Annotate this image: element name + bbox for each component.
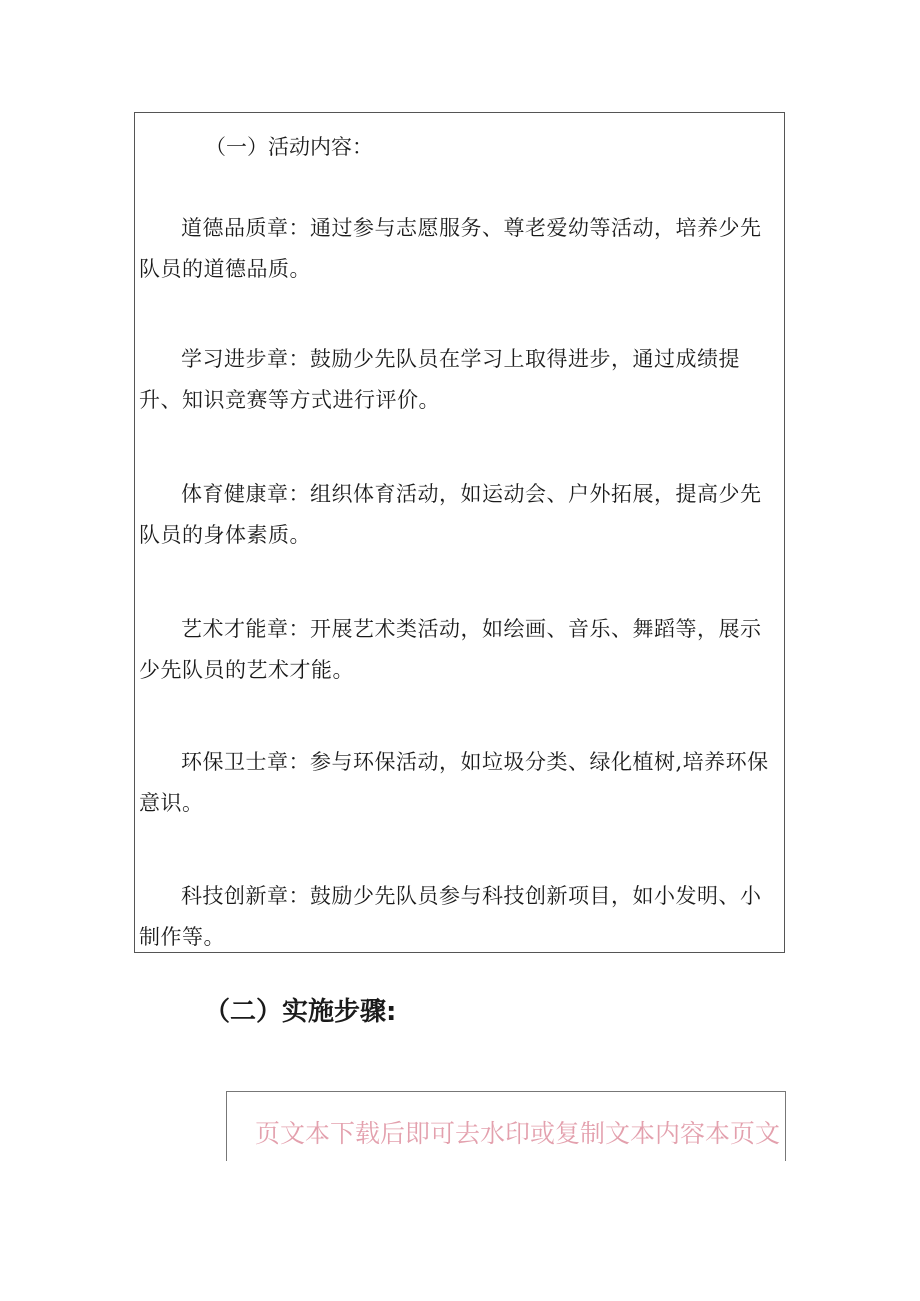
paragraph-moral-badge: 道德品质章：通过参与志愿服务、尊老爱幼等活动，培养少先队员的道德品质。 xyxy=(139,216,762,281)
watermark-text: 页文本下载后即可去水印或复制文本内容本页文 xyxy=(255,1119,781,1148)
activity-content-box xyxy=(134,112,785,953)
paragraph-study-badge: 学习进步章：鼓励少先队员在学习上取得进步，通过成绩提升、知识竞赛等方式进行评价。 xyxy=(139,347,740,412)
paragraph-sports-badge: 体育健康章：组织体育活动，如运动会、户外拓展，提高少先队员的身体素质。 xyxy=(139,482,762,547)
watermark-box xyxy=(226,1091,786,1161)
paragraph-tech-badge: 科技创新章：鼓励少先队员参与科技创新项目，如小发明、小制作等。 xyxy=(139,884,762,949)
paragraph-art-badge: 艺术才能章：开展艺术类活动，如绘画、音乐、舞蹈等，展示少先队员的艺术才能。 xyxy=(139,617,762,682)
section-heading-activity-content: （一）活动内容： xyxy=(205,135,373,159)
paragraph-environment-badge: 环保卫士章：参与环保活动，如垃圾分类、绿化植树,培养环保意识。 xyxy=(139,750,769,815)
section-heading-implementation-steps: （二）实施步骤: xyxy=(204,997,397,1027)
